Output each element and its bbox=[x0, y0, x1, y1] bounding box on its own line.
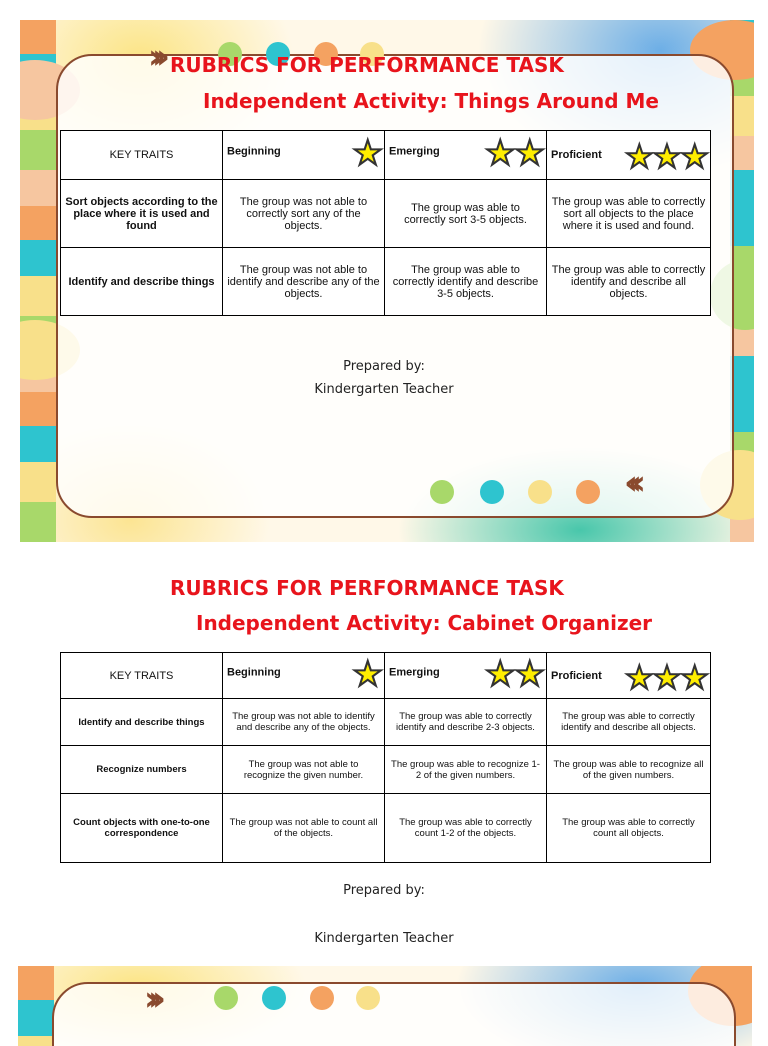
table-row bbox=[61, 180, 711, 248]
table-header-row bbox=[61, 131, 711, 180]
header-label: Proficient bbox=[551, 669, 602, 682]
header-beginning bbox=[223, 653, 385, 699]
header-key-traits: KEY TRAITS bbox=[61, 131, 223, 180]
trait-cell: Recognize numbers bbox=[61, 746, 223, 794]
decor-dot bbox=[310, 986, 334, 1010]
proficient-cell: The group was able to correctly count all objects. bbox=[547, 794, 711, 863]
star-icon: ★★★ bbox=[624, 659, 708, 696]
trait-cell: Sort objects according to the place where it is used and found bbox=[61, 180, 223, 248]
beginning-cell: The group was not able to correctly sort any of the objects. bbox=[223, 180, 385, 248]
emerging-cell: The group was able to correctly identify and describe 3-5 objects. bbox=[385, 248, 547, 316]
decor-dot bbox=[528, 480, 552, 504]
decor-dot bbox=[214, 986, 238, 1010]
proficient-cell: The group was able to correctly identify and describe all objects. bbox=[547, 699, 711, 746]
table-row bbox=[61, 794, 711, 863]
rubric-table bbox=[60, 652, 711, 863]
decor-dot bbox=[430, 480, 454, 504]
star-icon: ★ bbox=[352, 654, 382, 693]
header-proficient bbox=[547, 653, 711, 699]
header-beginning bbox=[223, 131, 385, 180]
prepared-by-label: Prepared by: bbox=[343, 359, 425, 374]
emerging-cell: The group was able to correctly sort 3-5 objects. bbox=[385, 180, 547, 248]
header-label: Beginning bbox=[227, 665, 281, 678]
beginning-cell: The group was not able to count all of the objects. bbox=[223, 794, 385, 863]
teacher-name: Kindergarten Teacher bbox=[314, 382, 454, 397]
table-row bbox=[61, 746, 711, 794]
decor-dot bbox=[480, 480, 504, 504]
teacher-name: Kindergarten Teacher bbox=[314, 931, 454, 946]
beginning-cell: The group was not able to identify and describe any of the objects. bbox=[223, 248, 385, 316]
trait-cell: Count objects with one-to-one correspondence bbox=[61, 794, 223, 863]
table-row bbox=[61, 699, 711, 746]
header-emerging bbox=[385, 131, 547, 180]
page-subtitle: Independent Activity: Things Around Me bbox=[203, 89, 659, 113]
beginning-cell: The group was not able to recognize the given number. bbox=[223, 746, 385, 794]
header-key-traits: KEY TRAITS bbox=[61, 653, 223, 699]
table-row bbox=[61, 248, 711, 316]
prepared-by-label: Prepared by: bbox=[343, 883, 425, 898]
emerging-cell: The group was able to correctly count 1-2 of the objects. bbox=[385, 794, 547, 863]
trait-cell: Identify and describe things bbox=[61, 248, 223, 316]
chevrons-right-icon: ››› bbox=[148, 37, 161, 77]
star-icon: ★★★ bbox=[624, 138, 708, 175]
decorative-frame bbox=[18, 966, 752, 1046]
chevrons-right-icon: ››› bbox=[144, 979, 157, 1019]
proficient-cell: The group was able to correctly sort all objects to the place where it is used and found. bbox=[547, 180, 711, 248]
page-subtitle: Independent Activity: Cabinet Organizer bbox=[196, 611, 653, 635]
header-label: Beginning bbox=[227, 145, 281, 158]
page-title: RUBRICS FOR PERFORMANCE TASK bbox=[170, 53, 564, 77]
trait-cell: Identify and describe things bbox=[61, 699, 223, 746]
star-icon: ★★ bbox=[485, 134, 544, 173]
chevrons-left-icon: ‹‹‹ bbox=[624, 463, 637, 503]
table-header-row bbox=[61, 653, 711, 699]
header-label: Proficient bbox=[551, 149, 602, 161]
decor-dot bbox=[356, 986, 380, 1010]
header-label: Emerging bbox=[389, 145, 440, 158]
rubric-table bbox=[60, 130, 711, 316]
proficient-cell: The group was able to recognize all of the given numbers. bbox=[547, 746, 711, 794]
decor-dot bbox=[262, 986, 286, 1010]
header-emerging bbox=[385, 653, 547, 699]
emerging-cell: The group was able to recognize 1-2 of the given numbers. bbox=[385, 746, 547, 794]
proficient-cell: The group was able to correctly identify and describe all objects. bbox=[547, 248, 711, 316]
header-proficient bbox=[547, 131, 711, 180]
beginning-cell: The group was not able to identify and describe any of the objects. bbox=[223, 699, 385, 746]
page-title: RUBRICS FOR PERFORMANCE TASK bbox=[170, 576, 564, 600]
decor-dot bbox=[576, 480, 600, 504]
star-icon: ★ bbox=[352, 134, 382, 173]
star-icon: ★★ bbox=[485, 654, 544, 693]
header-label: Emerging bbox=[389, 665, 440, 678]
emerging-cell: The group was able to correctly identify and describe 2-3 objects. bbox=[385, 699, 547, 746]
left-color-stripe bbox=[18, 966, 54, 1046]
